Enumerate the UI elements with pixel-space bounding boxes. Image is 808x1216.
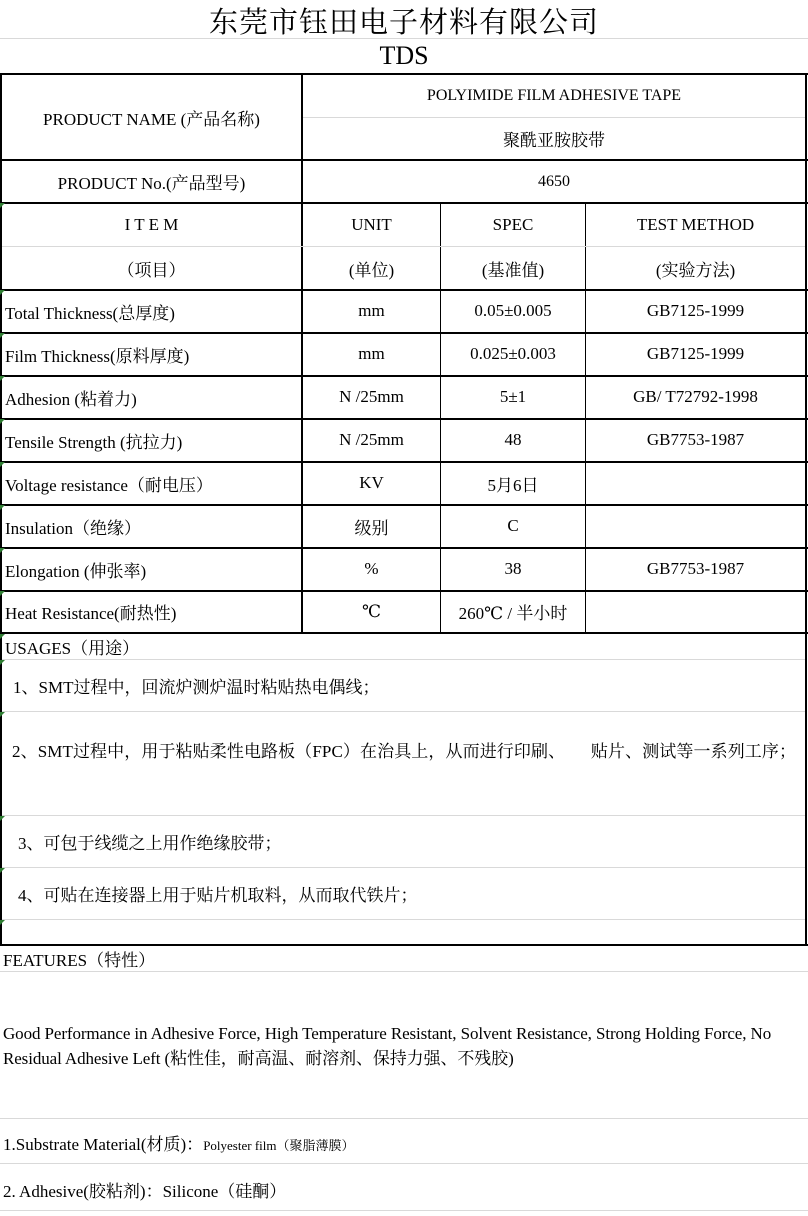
header-method-cn: (实验方法)	[655, 260, 736, 280]
adhesive-value: Silicone（硅酮）	[162, 1182, 287, 1201]
company-name: 东莞市钰田电子材料有限公司	[208, 6, 599, 39]
table-row-item: Heat Resistance(耐热性)	[5, 604, 177, 623]
adhesive-line	[3, 1177, 286, 1201]
table-row-method	[586, 462, 805, 504]
header-unit: UNIT	[351, 215, 392, 234]
table-row-item: Total Thickness(总厚度)	[5, 303, 175, 323]
header-item: I T E M	[124, 215, 179, 234]
header-method: TEST METHOD	[636, 215, 755, 234]
table-row-spec: 260℃ / 半小时	[458, 604, 568, 623]
usages-title: USAGES（用途）	[5, 639, 140, 658]
table-row-method: GB7753-1987	[646, 430, 745, 449]
product-no-value: 4650	[538, 172, 570, 190]
table-row-spec: 38	[504, 559, 522, 578]
usage-item: 3、可包于线缆之上用作绝缘胶带；	[18, 833, 282, 853]
table-row-method: GB7125-1999	[646, 344, 745, 363]
product-name-cn: 聚酰亚胺胶带	[503, 131, 605, 150]
table-row-item: Film Thickness(原料厚度)	[5, 346, 190, 366]
table-row-unit: 级别	[354, 518, 389, 538]
header-spec-cn: (基准值)	[481, 260, 545, 280]
usage-item: 4、可贴在连接器上用于贴片机取料，从而取代铁片；	[18, 885, 418, 905]
substrate-line	[3, 1130, 354, 1154]
substrate-value: Polyester film（聚脂薄膜）	[203, 1138, 355, 1153]
table-row-method: GB7125-1999	[646, 301, 745, 320]
table-row-method	[586, 505, 805, 547]
table-row-spec: 0.05±0.005	[474, 301, 552, 320]
product-name-label: PRODUCT NAME (产品名称)	[43, 109, 260, 129]
table-row-unit: ℃	[361, 601, 382, 621]
header-item-cn: （项目）	[117, 260, 186, 280]
usage-item: 2、SMT过程中，用于粘贴柔性电路板（FPC）在治具上，从而进行印刷、 贴片、测试等一系列工序；	[12, 742, 797, 761]
table-row-spec: 48	[504, 430, 522, 449]
table-row-unit: mm	[358, 301, 385, 320]
table-row-unit: mm	[358, 344, 385, 363]
features-text: Good Performance in Adhesive Force, High Temperature Resistant, Solvent Resistance, Strong Holding Force, No Residual Adhesive Left (粘性佳，耐高温、耐溶剂、保持力强、不残胶)	[3, 1024, 772, 1068]
adhesive-label: 2. Adhesive(胶粘剂)：	[3, 1182, 163, 1201]
table-row-item: Voltage resistance（耐电压）	[5, 475, 213, 495]
table-row-spec: 0.025±0.003	[470, 344, 556, 363]
header-spec: SPEC	[492, 215, 534, 234]
document-type: TDS	[379, 41, 429, 70]
table-row-method	[586, 591, 805, 632]
table-row-unit: %	[364, 559, 379, 578]
table-row-unit: N /25mm	[339, 430, 404, 449]
substrate-label: 1.Substrate Material(材质)：	[3, 1135, 204, 1154]
table-row-item: Adhesion (粘着力)	[5, 389, 137, 409]
usage-item: 1、SMT过程中，回流炉测炉温时粘贴热电偶线；	[13, 677, 380, 697]
table-row-spec: C	[507, 516, 519, 535]
table-row-unit: N /25mm	[339, 387, 404, 406]
product-no-label: PRODUCT No.(产品型号)	[57, 174, 246, 193]
table-row-method: GB7753-1987	[646, 559, 745, 578]
table-row-item: Tensile Strength (抗拉力)	[5, 432, 183, 452]
product-name-en: POLYIMIDE FILM ADHESIVE TAPE	[426, 87, 682, 104]
table-row-item: Insulation（绝缘）	[5, 518, 141, 538]
table-row-unit: KV	[359, 473, 384, 492]
table-row-spec: 5月6日	[487, 475, 539, 495]
header-unit-cn: (单位)	[348, 260, 395, 280]
table-row-item: Elongation (伸张率)	[5, 561, 147, 581]
table-row-method: GB/ T72792-1998	[633, 387, 758, 406]
features-title: FEATURES（特性）	[3, 950, 156, 970]
table-row-spec: 5±1	[499, 387, 527, 406]
